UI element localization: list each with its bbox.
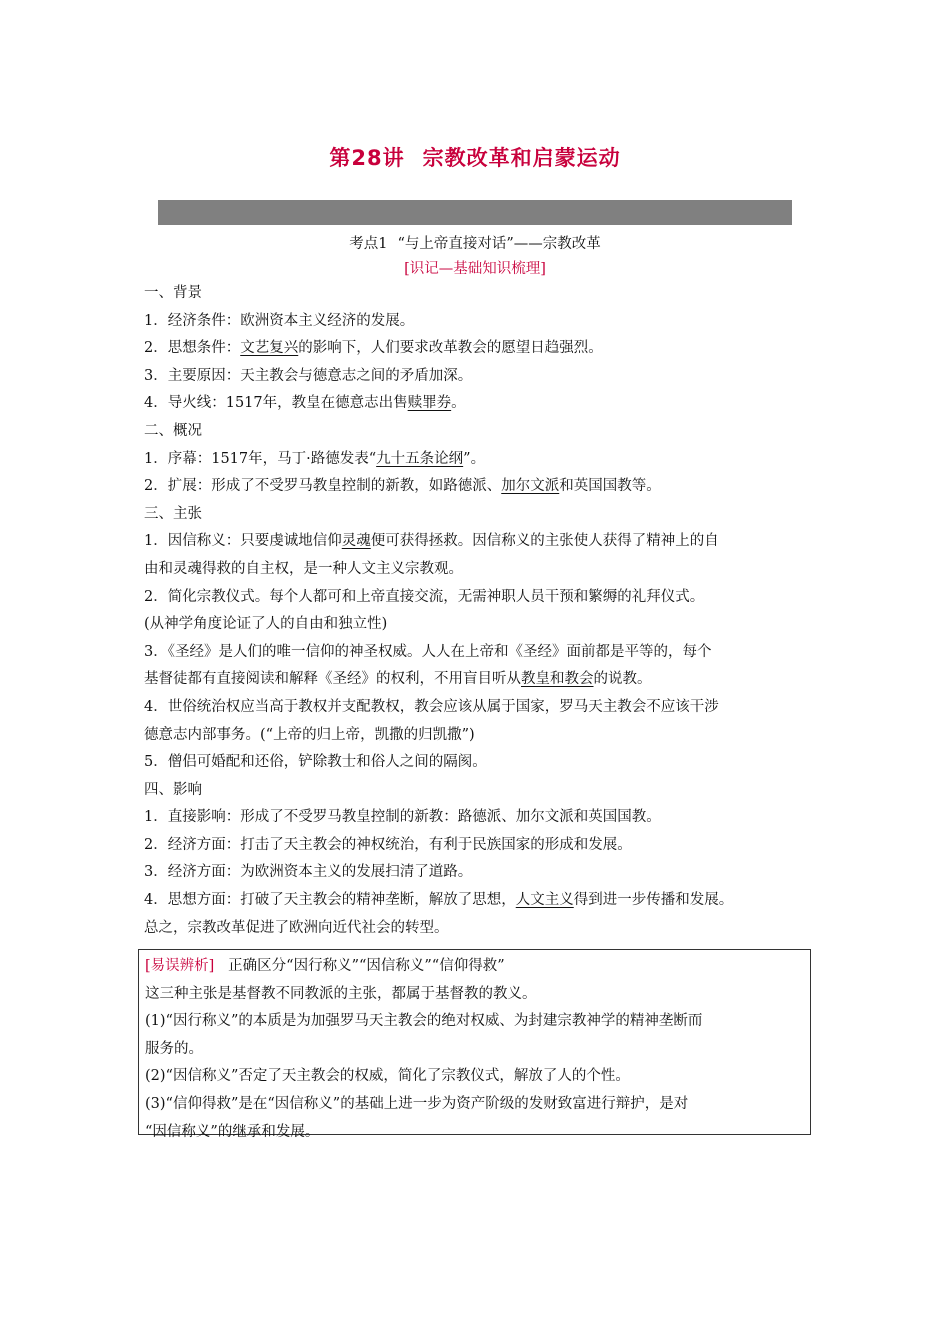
key-term-soul: 灵魂: [341, 533, 371, 550]
lecture-number: 第28讲: [329, 146, 405, 170]
key-term-calvinism: 加尔文派: [501, 478, 560, 495]
ideas-item-4-line-1: 4．世俗统治权应当高于教权并支配教权，教会应该从属于国家，罗马天主教会不应该干涉: [144, 698, 719, 715]
background-item-2: 2．思想条件：文艺复兴的影响下，人们要求改革教会的愿望日趋强烈。: [144, 340, 603, 357]
note-box-title-line: [145, 953, 810, 981]
key-term-indulgences: 赎罪券: [407, 395, 452, 412]
overview-item-2: 2．扩展：形成了不受罗马教皇控制的新教，如路德派、加尔文派和英国国教等。: [144, 478, 661, 495]
note-box-tag: [易误辨析]: [145, 958, 215, 974]
key-term-95-theses: 九十五条论纲: [376, 450, 464, 467]
impact-item-3: 3．经济方面：为欧洲资本主义的发展扫清了道路。: [144, 864, 473, 881]
ideas-item-2-line-1: 2．简化宗教仪式。每个人都可和上帝直接交流，无需神职人员干预和繁缛的礼拜仪式。: [144, 588, 705, 605]
background-item-4: 4．导火线：1517年，教皇在德意志出售赎罪券。: [144, 395, 466, 412]
ideas-item-3-line-1: 3．《圣经》是人们的唯一信仰的神圣权威。人人在上帝和《圣经》面前都是平等的，每个: [144, 643, 712, 660]
heading-impact: 四、影响: [144, 781, 202, 798]
note-box-line-2: (1)“因行称义”的本质是为加强罗马天主教会的绝对权威、为封建宗教神学的精神垄断而: [145, 1013, 703, 1030]
impact-summary: 总之，宗教改革促进了欧洲向近代社会的转型。: [144, 919, 449, 936]
note-box-line-1: 这三种主张是基督教不同教派的主张，都属于基督教的教义。: [145, 985, 537, 1002]
section-tag: [识记—基础知识梳理]: [404, 261, 546, 277]
heading-ideas: 三、主张: [144, 505, 202, 522]
key-term-pope-and-church: 教皇和教会: [521, 671, 594, 688]
impact-item-4: 4．思想方面：打破了天主教会的精神垄断，解放了思想，人文主义得到进一步传播和发展。: [144, 892, 734, 909]
ideas-item-1-line-2: 由和灵魂得救的自主权，是一种人文主义宗教观。: [144, 560, 463, 577]
heading-background: 一、背景: [144, 285, 202, 301]
note-box-title: 正确区分“因行称义”“因信称义”“信仰得救”: [228, 958, 505, 974]
ideas-item-1-line-1: 1．因信称义：只要虔诚地信仰灵魂便可获得拯救。因信称义的主张使人获得了精神上的自: [144, 533, 719, 550]
note-box: [138, 949, 811, 1140]
note-box-line-5: (3)“信仰得救”是在“因信称义”的基础上进一步为资产阶级的发财致富进行辩护，是对: [145, 1095, 689, 1112]
overview-item-1: 1．序幕：1517年，马丁·路德发表“九十五条论纲”。: [144, 450, 486, 467]
topic-title: “与上帝直接对话”——宗教改革: [397, 236, 601, 252]
ideas-item-3-line-2: 基督徒都有直接阅读和解释《圣经》的权利，不用盲目听从教皇和教会的说教。: [144, 671, 652, 688]
topic-label: 考点1: [349, 236, 388, 252]
section-divider-bar: [158, 200, 792, 225]
ideas-item-5: 5．僧侣可婚配和还俗，铲除教士和俗人之间的隔阂。: [144, 754, 487, 771]
lecture-title: [0, 142, 950, 172]
impact-item-2: 2．经济方面：打击了天主教会的神权统治，有利于民族国家的形成和发展。: [144, 836, 632, 853]
note-box-line-4: (2)“因信称义”否定了天主教会的权威，简化了宗教仪式，解放了人的个性。: [145, 1068, 630, 1085]
ideas-item-2-line-2: (从神学角度论证了人的自由和独立性): [144, 616, 388, 633]
background-item-1: 1．经济条件：欧洲资本主义经济的发展。: [144, 312, 415, 329]
lecture-name: 宗教改革和启蒙运动: [422, 146, 621, 170]
key-term-renaissance: 文艺复兴: [240, 340, 299, 357]
impact-item-1: 1．直接影响：形成了不受罗马教皇控制的新教：路德派、加尔文派和英国国教。: [144, 809, 661, 826]
note-box-line-6: “因信称义”的继承和发展。: [145, 1123, 320, 1140]
heading-overview: 二、概况: [144, 422, 202, 439]
key-term-humanism: 人文主义: [515, 892, 574, 909]
note-box-line-3: 服务的。: [145, 1040, 203, 1057]
ideas-item-4-line-2: 德意志内部事务。(“上帝的归上帝，凯撒的归凯撒”): [144, 726, 475, 743]
content-body: [144, 280, 816, 942]
background-item-3: 3．主要原因：天主教会与德意志之间的矛盾加深。: [144, 367, 473, 384]
topic-heading: [0, 232, 950, 253]
